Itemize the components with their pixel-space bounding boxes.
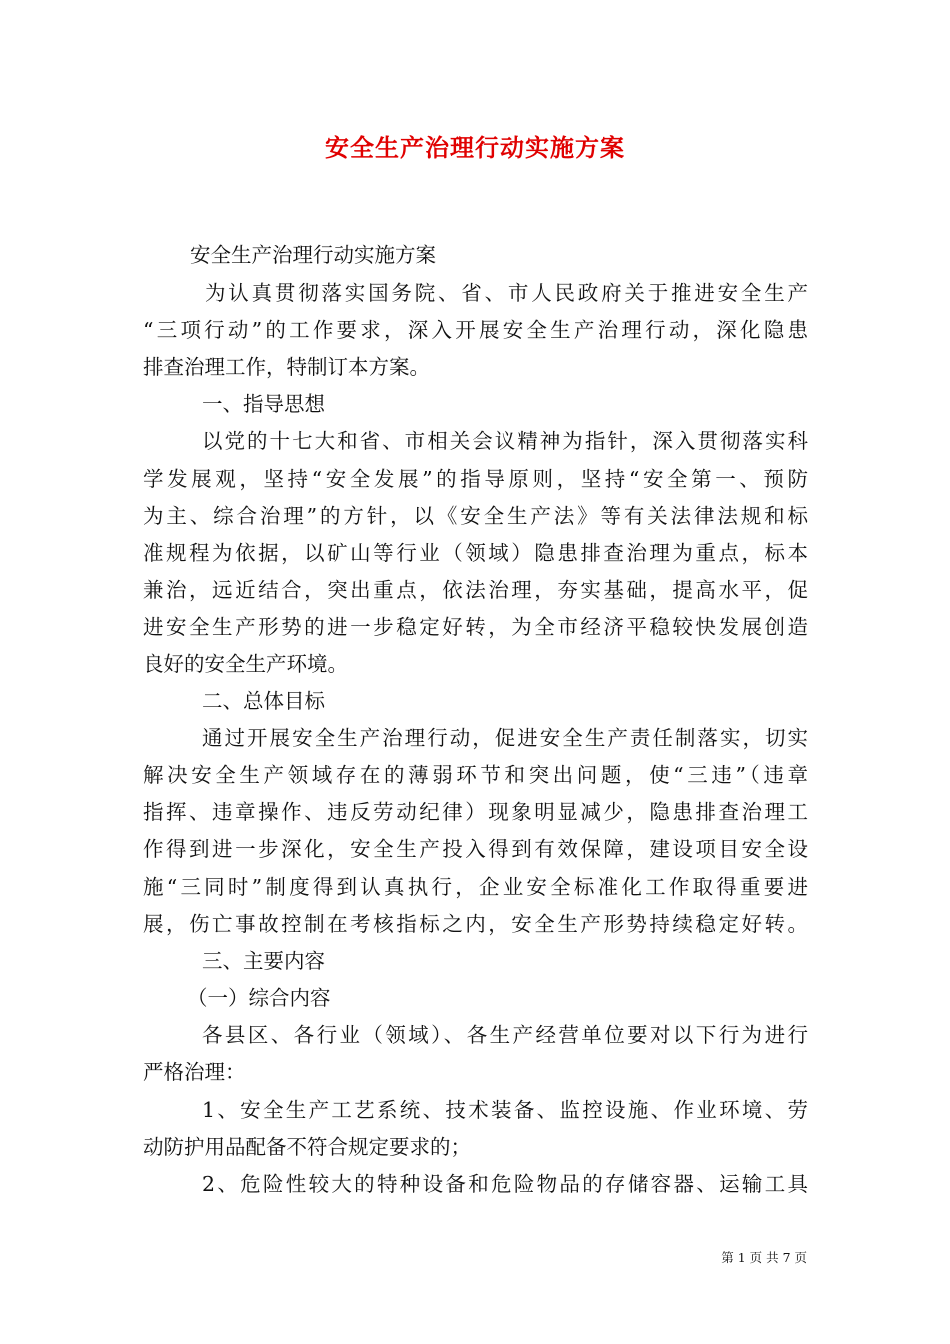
body-line: 严格治理： — [143, 1060, 246, 1084]
body-line: 展，伤亡事故控制在考核指标之内，安全生产形势持续稳定好转。 — [143, 912, 808, 936]
body-line: 良好的安全生产环境。 — [143, 652, 348, 676]
body-line: 学发展观，坚持“安全发展”的指导原则，坚持“安全第一、预防 — [143, 467, 808, 491]
body-line: “三项行动”的工作要求，深入开展安全生产治理行动，深化隐患 — [143, 318, 808, 342]
body-line: 安全生产治理行动实施方案 — [190, 243, 436, 267]
body-line: 进安全生产形势的进一步稳定好转，为全市经济平稳较快发展创造 — [143, 615, 808, 639]
list-item: 2、危险性较大的特种设备和危险物品的存储容器、运输工具 — [202, 1172, 808, 1196]
section-heading: 二、总体目标 — [202, 689, 325, 713]
body-line: 各县区、各行业（领域）、各生产经营单位要对以下行为进行 — [202, 1023, 808, 1047]
page-number: 第 1 页 共 7 页 — [721, 1250, 807, 1265]
body-line: 施“三同时”制度得到认真执行，企业安全标准化工作取得重要进 — [143, 875, 808, 899]
body-line: 指挥、违章操作、违反劳动纪律）现象明显减少，隐患排查治理工 — [143, 800, 808, 824]
body-line: 为主、综合治理”的方针，以《安全生产法》等有关法律法规和标 — [143, 504, 808, 528]
body-line: 动防护用品配备不符合规定要求的； — [143, 1135, 471, 1159]
body-line: 准规程为依据，以矿山等行业（领域）隐患排查治理为重点，标本 — [143, 541, 808, 565]
body-line: 为认真贯彻落实国务院、省、市人民政府关于推进安全生产 — [205, 281, 808, 305]
body-line: 排查治理工作，特制订本方案。 — [143, 355, 430, 379]
body-line: 以党的十七大和省、市相关会议精神为指针，深入贯彻落实科 — [202, 429, 808, 453]
body-line: 解决安全生产领域存在的薄弱环节和突出问题，使“三违”（违章 — [143, 763, 808, 787]
section-heading: 三、主要内容 — [202, 949, 325, 973]
body-line: 兼治，远近结合，突出重点，依法治理，夯实基础，提高水平，促 — [143, 578, 808, 602]
document-title: 安全生产治理行动实施方案 — [325, 133, 625, 162]
list-item: 1、安全生产工艺系统、技术装备、监控设施、作业环境、劳 — [202, 1098, 808, 1122]
body-line: 通过开展安全生产治理行动，促进安全生产责任制落实，切实 — [202, 726, 808, 750]
subsection-heading: （一）综合内容 — [187, 986, 331, 1010]
body-line: 作得到进一步深化，安全生产投入得到有效保障，建设项目安全设 — [143, 837, 808, 861]
section-heading: 一、指导思想 — [202, 392, 325, 416]
